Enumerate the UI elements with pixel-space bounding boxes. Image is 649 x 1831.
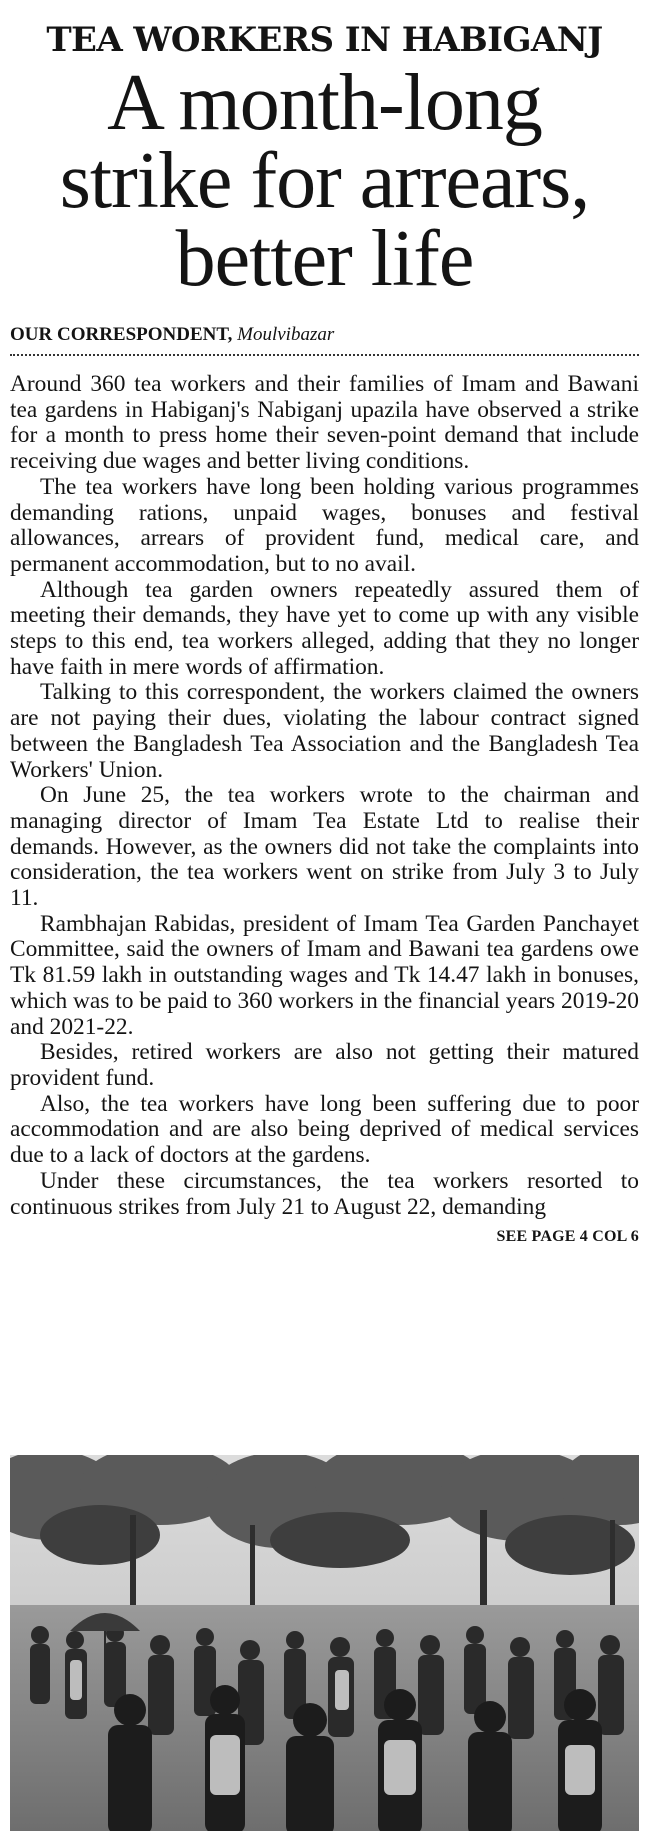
article	[10, 0, 639, 1246]
paragraph: Rambhajan Rabidas, president of Imam Tea Garden Panchayet Committee, said the owners of Imam and Bawani tea gardens owe Tk 81.59 lakh in outstanding wages and Tk 14.47 lakh in bonuses, which was to be paid to 360 workers in the financial years 2019-20 and 2021-22.	[10, 910, 639, 1040]
headline	[10, 59, 639, 303]
paragraph: Under these circumstances, the tea workers resorted to continuous strikes from July 21 to August 22, demanding	[10, 1167, 639, 1220]
paragraph: On June 25, the tea workers wrote to the chairman and managing director of Imam Tea Estate Ltd to realise their demands. However, as the owners did not take the complaints into consideration, the tea workers went on strike from July 3 to July 11.	[10, 782, 639, 912]
kicker: TEA WORKERS IN HABIGANJ	[46, 20, 603, 60]
paragraph: Around 360 tea workers and their families of Imam and Bawani tea gardens in Habiganj's Nabiganj upazila have observed a strike for a month to press home their seven-point demand that include receiving due wages and better living conditions.	[10, 371, 639, 475]
paragraph: Also, the tea workers have long been suffering due to poor accommodation and are also being deprived of medical services due to a lack of doctors at the gardens.	[10, 1090, 639, 1169]
headline-line: strike for arrears,	[59, 137, 590, 225]
paragraph: Besides, retired workers are also not getting their matured provident fund.	[10, 1039, 639, 1091]
byline-location: Moulvibazar	[237, 324, 335, 345]
paragraph: Although tea garden owners repeatedly assured them of meeting their demands, they have yet to come up with any visible steps to this end, tea workers alleged, adding that they no longer have faith in mere words of affirmation.	[10, 576, 639, 680]
headline-line: A month-long	[107, 59, 542, 147]
continuation-note: SEE PAGE 4 COL 6	[496, 1228, 639, 1246]
paragraph: Talking to this correspondent, the workers claimed the owners are not paying their dues, violating the labour contract signed between the Bangladesh Tea Association and the Bangladesh Tea Workers' Union.	[10, 679, 639, 783]
paragraph: The tea workers have long been holding various programmes demanding rations, unpaid wages, bonuses and festival allowances, arrears of provident fund, medical care, and permanent accommodation, but to no avail.	[10, 473, 639, 577]
article-body	[10, 372, 639, 1220]
protest-photo	[10, 1455, 639, 1831]
byline	[10, 324, 639, 356]
headline-line: better life	[175, 215, 474, 303]
byline-author: OUR CORRESPONDENT,	[10, 324, 233, 345]
